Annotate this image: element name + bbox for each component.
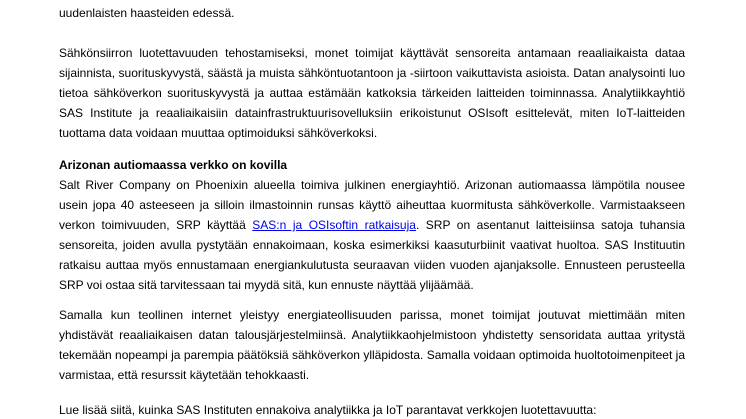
paragraph-grid-reliability: Sähkönsiirron luotettavuuden tehostamiseksi, monet toimijat käyttävät sensoreita antamaan reaaliaikaista dataa sijainnista, suorituskyvystä, säästä ja muista sähköntuotantoon ja -siirtoon vaikuttavista asioista. Datan analysointi luo tietoa sähköverkon suorituskyvystä ja auttaa estämään katkoksia tärkeiden laitteiden toiminnassa. Analytiikkayhtiö SAS Institute ja reaaliaikaisiin datainfrastruktuurisovelluksiin erikoistunut OSIsoft esittelevät, miten IoT-laitteiden tuottama data voidaan muuttaa optimoiduksi sähköverkoksi. [59,46,685,140]
paragraph-read-more: Lue lisää siitä, kuinka SAS Instituten ennakoiva analytiikka ja IoT parantavat verkkojen luotettavuutta: [59,403,597,417]
paragraph-industrial-internet: Samalla kun teollinen internet yleistyy energiateollisuuden parissa, monet toimijat joutuvat miettimään miten yhdistävät reaaliaikaisen datan talousjärjestelmiinsä. Analytiikkaohjelmistoon yhdistetty sensoridata auttaa yritystä tekemään nopeampi ja parempia päätöksiä sähköverkon ylläpidosta. Samalla voidaan optimoida huoltotoimenpiteet ja varmistaa, että resurssit käytetään tehokkaasti. [59,308,685,382]
paragraph-srp [59,175,685,295]
section-heading: Arizonan autiomaassa verkko on kovilla [59,158,288,172]
paragraph-srp-text-after: . SRP on asentanut laitteisiinsa satoja tuhansia sensoreita, joiden avulla pystytään ennakoimaan, koska esimerkiksi kaasuturbiinit vaativat huoltoa. SAS Instituutin ratkaisu auttaa myös ennustamaan energiankulutusta seuraavan viiden vuoden ajanjaksolle. Ennusteen perusteella SRP voi ostaa sitä tarvitessaan tai myydä sitä, kun ennuste näyttää ylijäämää. [59,218,685,292]
sas-osisoft-solutions-link[interactable]: SAS:n ja OSIsoftin ratkaisuja [252,218,416,232]
paragraph-intro-end: uudenlaisten haasteiden edessä. [59,6,235,20]
paragraph-srp-text-before: Salt River Company on Phoenixin alueella toimiva julkinen energiayhtiö. Arizonan autiomaassa lämpötila nousee usein jopa 40 asteeseen ja silloin ilmastoinnin runsas käyttö aiheuttaa kuormitusta sähköverkolle. Varmistaakseen verkon toimivuuden, SRP käyttää [59,178,685,232]
